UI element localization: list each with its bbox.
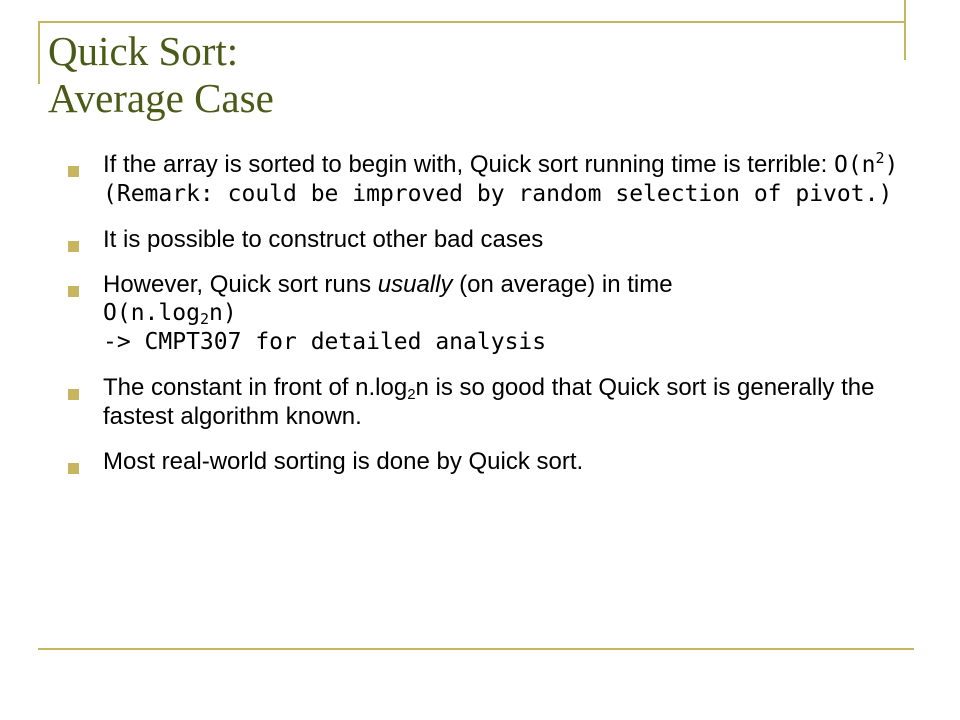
- emphasis-text: usually: [377, 271, 453, 298]
- bullet-text: If the array is sorted to begin with, Quick sort running time is terrible:: [103, 151, 834, 178]
- bullet-text: Most real-world sorting is done by Quick sort.: [103, 448, 584, 475]
- bullet-item: [68, 150, 908, 209]
- complexity-expression: [103, 299, 908, 328]
- log-base: 2: [407, 386, 416, 403]
- bullet-text: The constant in front of n.log: [103, 374, 408, 401]
- title-frame-top-line: [38, 21, 904, 23]
- log-base: 2: [199, 310, 209, 328]
- reference-text: -> CMPT307 for detailed analysis: [103, 329, 547, 355]
- title-frame-left-line: [38, 21, 40, 84]
- big-o-exponent: 2: [875, 149, 885, 167]
- remark-text: (Remark: could be improved by random selection of pivot.): [103, 181, 893, 207]
- square-bullet-icon: [68, 241, 79, 252]
- bullet-text: However, Quick sort runs: [103, 271, 378, 298]
- square-bullet-icon: [68, 389, 79, 400]
- square-bullet-icon: [68, 166, 79, 177]
- big-o-close: ): [884, 152, 899, 178]
- bullet-text: It is possible to construct other bad cases: [103, 226, 544, 253]
- bullet-item: [68, 447, 908, 476]
- title-frame-right-line: [904, 0, 906, 60]
- square-bullet-icon: [68, 286, 79, 297]
- bullet-item: [68, 225, 908, 254]
- slide-title-line2: Average Case: [48, 75, 274, 121]
- bullet-text-continued: (on average) in time: [452, 271, 673, 298]
- big-o-expression: [833, 149, 899, 178]
- bullet-item: [68, 270, 908, 357]
- big-o-open: O(n: [833, 152, 876, 178]
- bullet-item: [68, 373, 908, 431]
- bullet-text-continued: n is so good that Quick sort is generally the fastest algorithm known.: [103, 374, 875, 430]
- bullet-list: [68, 150, 908, 492]
- complexity-open: O(n.log: [103, 300, 200, 326]
- slide-title-line1: Quick Sort:: [48, 28, 239, 74]
- bottom-divider: [38, 648, 914, 650]
- complexity-close: n): [208, 300, 237, 326]
- square-bullet-icon: [68, 463, 79, 474]
- slide-title: [48, 28, 274, 122]
